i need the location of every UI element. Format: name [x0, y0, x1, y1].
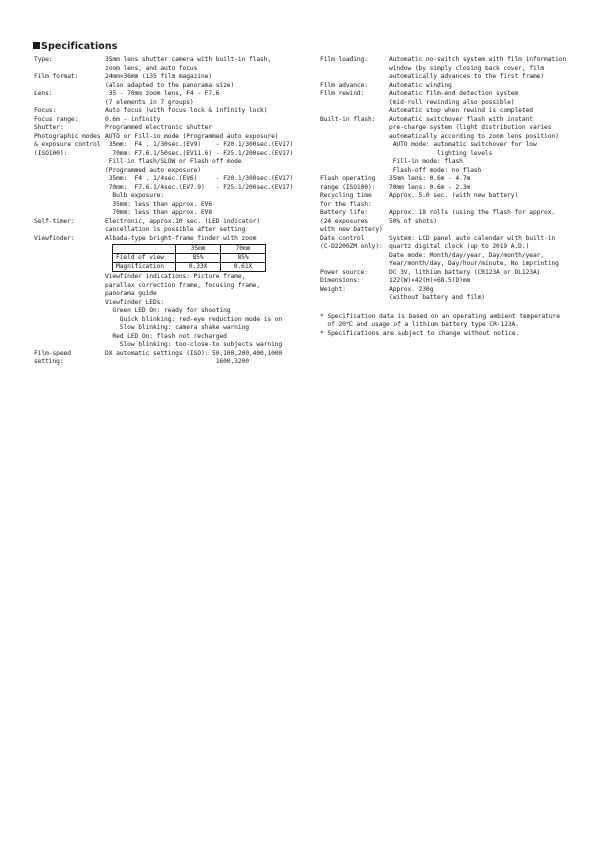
spec-row [320, 201, 570, 210]
spec-row [34, 235, 304, 274]
spec-row [34, 218, 304, 235]
spec-line: 70mm: F7.6.1/50sec.(EV11.6) - F25.1/200sec.(EV17) [105, 149, 294, 157]
spec-line: automatically according to zoom lens position) [389, 132, 559, 140]
spec-label: Film format: [34, 73, 79, 80]
spec-line: lighting levels [389, 149, 493, 157]
spec-line: 35mm: F4 . 1/30sec.(EV9) - F20.1/300sec.(EV17) [105, 141, 294, 148]
spec-label: Film advance: [320, 81, 368, 89]
spec-line: 1600,3200 [105, 358, 249, 365]
spec-row [320, 184, 570, 193]
spec-value [105, 116, 304, 125]
spec-line: Slow blinking: camera shake warning [105, 324, 249, 331]
spec-line: panorama guide [105, 290, 157, 297]
spec-line: zoom lens, and auto focus [105, 64, 198, 72]
spec-row [320, 226, 570, 235]
viewfinder-table-cell: 0.33X [176, 263, 221, 272]
spec-line: Automatic no-switch system with film information [389, 56, 567, 63]
spec-line: Viewfinder LEDs: [105, 298, 165, 306]
spec-label: Focus range: [34, 115, 79, 123]
left-spec-column [34, 56, 304, 367]
spec-value [105, 141, 304, 150]
spec-label: & exposure control [34, 141, 101, 148]
spec-value [389, 192, 570, 201]
spec-value [105, 107, 304, 116]
spec-line: AUTO or Fill-in mode (Programmed auto exposure) [105, 132, 279, 140]
spec-label: with new battery) [320, 226, 383, 233]
spec-line: Auto focus (with focus lock & infinity lock) [105, 107, 268, 114]
spec-line: window (by simply closing back cover, film [389, 64, 545, 72]
spec-value [389, 175, 570, 184]
spec-value [389, 201, 570, 210]
spec-line: (Programmed auto exposure) [105, 166, 201, 174]
spec-line: 35 - 70mm zoom lens, F4 - F7.6 [105, 90, 220, 97]
spec-row [320, 175, 570, 184]
spec-line: (without battery and film) [389, 294, 485, 301]
spec-line: Automatic switchover flash with instant [389, 115, 533, 123]
spec-line: 50% of shots) [389, 217, 437, 225]
spec-value [105, 350, 304, 359]
spec-row [320, 56, 570, 82]
footnote: of 20℃ and usage of a lithium battery type CR-123A. [320, 321, 519, 328]
spec-row [320, 277, 570, 286]
spec-value [389, 116, 570, 176]
spec-value [389, 235, 570, 244]
spec-label: Date control [320, 234, 365, 242]
spec-label: Film loading: [320, 56, 368, 63]
spec-value [389, 286, 570, 303]
spec-line: Red LED On: flash not recharged [105, 332, 227, 340]
spec-line: AUTO mode: automatic switchover for low [389, 141, 537, 148]
spec-line: 70mm: F7.6.1/4sec.(EV7.9) - F25.1/200sec.(EV17) [105, 183, 294, 191]
viewfinder-table-header [113, 245, 266, 254]
spec-line: quartz digital clock (up to 2019 A.D.) [389, 243, 530, 250]
spec-value [105, 218, 304, 235]
spec-line: Albada-type bright-frame finder with zoom [105, 234, 257, 242]
viewfinder-table-row [113, 263, 266, 272]
spec-line: Automatic winding [389, 81, 452, 89]
spec-row [320, 82, 570, 91]
spec-line: Date mode: Month/day/year, Day/month/year, [389, 251, 545, 259]
spec-label: Film-speed [34, 349, 71, 357]
spec-label [34, 273, 105, 350]
right-spec-column [320, 56, 570, 338]
spec-row [34, 358, 304, 367]
spec-line: Viewfinder indications: Picture frame, [105, 273, 246, 280]
spec-value [389, 243, 570, 269]
spec-row [34, 116, 304, 125]
spec-row [34, 150, 304, 218]
spec-row [320, 243, 570, 269]
spec-row [34, 124, 304, 133]
spec-line: 35mm lens: 0.6m - 4.7m [389, 175, 471, 182]
spec-label: Type: [34, 56, 53, 63]
spec-line: Green LED On: ready for shooting [105, 307, 231, 314]
spec-label: for the flash: [320, 200, 372, 208]
spec-line: 35mm: less than approx. EV6 [105, 200, 213, 208]
viewfinder-table [112, 244, 266, 272]
spec-line: DC 3V, lithium battery (CR123A or DL123A) [389, 268, 541, 276]
footnote: * Specifications are subject to change without notice. [320, 329, 520, 337]
spec-row [34, 273, 304, 350]
square-bullet-icon [33, 42, 40, 49]
spec-value [105, 124, 304, 133]
spec-label: range (ISO100): [320, 183, 376, 191]
spec-label: Weight: [320, 285, 346, 293]
spec-row [34, 56, 304, 73]
spec-label: Focus: [34, 107, 57, 114]
spec-line: 70mm: less than approx. EV8 [105, 209, 213, 216]
spec-line: (mid-roll rewinding also possible) [389, 98, 515, 106]
spec-line: cancellation is possible after setting [105, 226, 246, 233]
spec-line: 122(W)×42(H)×68.5(D)mm [389, 277, 471, 284]
spec-value [105, 150, 304, 218]
spec-label: (24 exposures [320, 217, 368, 225]
viewfinder-table-cell: Magnification [113, 263, 176, 272]
spec-line: Flash-off mode: no flash [389, 166, 482, 174]
spec-row [320, 286, 570, 303]
spec-line: Bulb exposure: [105, 192, 165, 199]
spec-row [320, 116, 570, 176]
spec-value [389, 56, 570, 82]
spec-row [320, 269, 570, 278]
spec-line: Approx. 18 rolls (using the flash for approx. [389, 209, 556, 216]
spec-value [105, 133, 304, 142]
viewfinder-table-cell: 0.61X [221, 263, 266, 272]
spec-row [34, 107, 304, 116]
spec-label: setting: [34, 358, 64, 365]
spec-line: 35mm lens shutter camera with built-in flash, [105, 56, 272, 63]
spec-value [389, 82, 570, 91]
spec-value [389, 218, 570, 227]
spec-line: Year/month/day, Day/hour/minute, No imprinting [389, 260, 559, 267]
spec-value [389, 209, 570, 218]
spec-line: 35mm: F4 . 1/4sec.(EV6) - F20.1/300sec.(EV17) [105, 175, 294, 182]
spec-label: Built-in flash: [320, 115, 376, 123]
footnotes [320, 313, 570, 339]
spec-row [320, 235, 570, 244]
spec-line: 70mm lens: 0.6m - 2.3m [389, 183, 471, 191]
spec-row [34, 350, 304, 359]
spec-value [105, 235, 304, 274]
spec-line: 24mm×36mm (135 film magazine) [105, 73, 213, 80]
spec-line: pre-charge system (light distribution varies [389, 124, 552, 131]
spec-label: (C-D2200ZM only): [320, 243, 383, 250]
spec-line: Automatic film-end detection system [389, 90, 519, 97]
spec-line [389, 226, 570, 235]
viewfinder-table-row [113, 254, 266, 263]
spec-line [389, 201, 570, 210]
heading-text: Specifications [41, 41, 118, 52]
spec-line: Electronic, approx.10 sec. (LED indicator) [105, 217, 261, 225]
spec-label: (ISO100): [34, 149, 68, 157]
spec-label: Shutter: [34, 124, 64, 131]
spec-row [320, 209, 570, 218]
spec-line: (7 elements in 7 groups) [105, 98, 194, 106]
viewfinder-table-cell: 85% [221, 254, 266, 263]
spec-row [34, 141, 304, 150]
spec-line: Fill-in mode: flash [389, 158, 463, 165]
spec-label: Power source: [320, 268, 368, 276]
footnote: * Specification data is based on an operating ambient temperature [320, 312, 560, 320]
spec-label: Dimensions: [320, 277, 361, 284]
spec-value [105, 56, 304, 73]
spec-label: Lens: [34, 90, 53, 97]
spec-value [105, 273, 304, 350]
spec-label: Viewfinder: [34, 234, 75, 242]
spec-value [105, 358, 304, 367]
spec-row [320, 192, 570, 201]
spec-row [34, 133, 304, 142]
spec-value [105, 90, 304, 107]
spec-label: Flash operating [320, 175, 376, 182]
viewfinder-table-cell: Field of view [113, 254, 176, 263]
spec-row [320, 90, 570, 116]
spec-line: automatically advances to the first frame) [389, 73, 545, 80]
spec-label: Battery life: [320, 209, 368, 216]
spec-value [105, 73, 304, 90]
spec-line: Automatic stop when rewind is completed [389, 107, 533, 114]
spec-line: System: LCD panel auto calendar with built-in [389, 234, 556, 242]
spec-line: Approx. 230g [389, 285, 434, 293]
spec-row [320, 218, 570, 227]
spec-label: Self-timer: [34, 217, 75, 225]
spec-label: Photographic modes [34, 132, 101, 140]
spec-row [34, 73, 304, 90]
viewfinder-table-header-cell: 35mm [176, 245, 221, 254]
spec-row [34, 90, 304, 107]
specifications-heading [33, 41, 118, 52]
viewfinder-table-header-cell: 70mm [221, 245, 266, 254]
spec-label: Recycling time [320, 192, 372, 199]
spec-value [389, 269, 570, 278]
spec-line: Programmed electronic shutter [105, 124, 213, 131]
spec-value [389, 277, 570, 286]
spec-line: Slow blinking: too-close-to subjects warning [105, 341, 283, 348]
spec-value [389, 226, 570, 235]
spec-line: 0.6m - infinity [105, 115, 161, 123]
spec-line: parallax correction frame, focusing frame, [105, 281, 261, 289]
spec-line: Fill-in flash/SLOW or Flash off mode [105, 158, 242, 165]
spec-value [389, 90, 570, 116]
spec-value [389, 184, 570, 193]
spec-line: Approx. 5.0 sec. (with new battery) [389, 192, 519, 199]
viewfinder-table-cell: 85% [176, 254, 221, 263]
spec-line: (also adapted to the panorama size) [105, 81, 235, 89]
spec-label: Film rewind: [320, 90, 365, 97]
spec-line: DX automatic settings (ISO): 50,100,200,400,1000 [105, 349, 283, 357]
spec-line: Quick blinking: red-eye reduction mode is on [105, 315, 283, 323]
viewfinder-table-header-cell [113, 245, 176, 254]
